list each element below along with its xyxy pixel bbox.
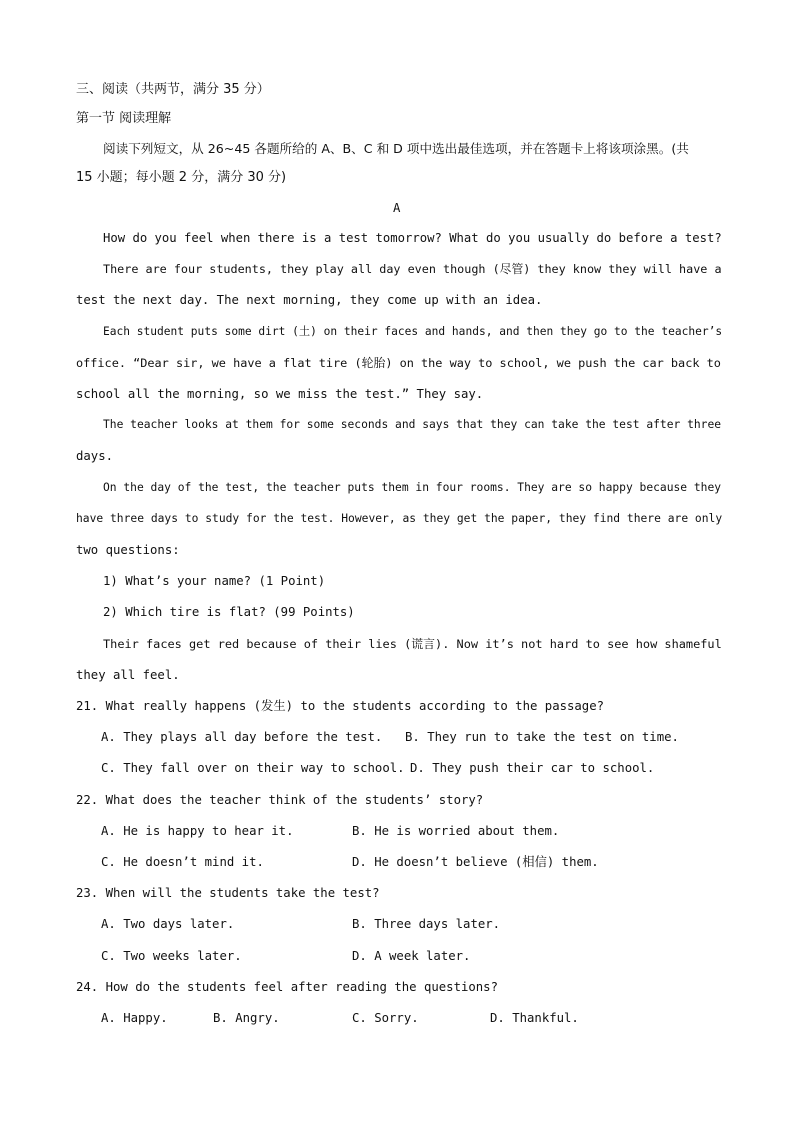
passage-line: office. “Dear sir, we have a flat tire (轮胎) on the way to school, we push the car back to — [76, 356, 721, 370]
passage-line: two questions: — [76, 543, 180, 557]
passage-line: days. — [76, 449, 114, 463]
answer-option: B. He is worried about them. — [352, 824, 560, 838]
answer-option: B. Angry. — [213, 1011, 280, 1025]
passage-line: Their faces get red because of their lies (谎言). Now it’s not hard to see how shameful — [103, 637, 722, 651]
answer-option: A. Happy. — [101, 1011, 168, 1025]
passage-line: On the day of the test, the teacher puts them in four rooms. They are so happy because they — [103, 481, 722, 494]
passage-line: they all feel. — [76, 668, 180, 682]
instructions-line-1: 阅读下列短文，从 26~45 各题所给的 A、B、C 和 D 项中选出最佳选项，并在答题卡上将该项涂黑。(共 — [103, 141, 689, 156]
passage-line: have three days to study for the test. However, as they get the paper, they find there are only — [76, 512, 723, 525]
answer-option: A. He is happy to hear it. — [101, 824, 294, 838]
subsection-title: 第一节 阅读理解 — [76, 111, 172, 126]
question-stem: 22. What does the teacher think of the students’ story? — [76, 793, 484, 807]
question-stem: 24. How do the students feel after reading the questions? — [76, 980, 498, 994]
question-stem: 21. What really happens (发生) to the students according to the passage? — [76, 699, 605, 713]
answer-option: C. Two weeks later. — [101, 949, 242, 963]
answer-option: B. Three days later. — [352, 917, 501, 931]
passage-line: There are four students, they play all day even though (尽管) they know they will have a — [103, 262, 722, 276]
passage-line: 2) Which tire is flat? (99 Points) — [103, 605, 355, 619]
passage-line: test the next day. The next morning, they come up with an idea. — [76, 293, 543, 307]
passage-line: 1) What’s your name? (1 Point) — [103, 574, 326, 588]
answer-option: A. Two days later. — [101, 917, 235, 931]
answer-option: C. He doesn’t mind it. — [101, 855, 264, 869]
answer-option: B. They run to take the test on time. — [405, 730, 679, 744]
passage-line: Each student puts some dirt (土) on their faces and hands, and then they go to the teacher’s — [103, 325, 723, 338]
passage-line: The teacher looks at them for some seconds and says that they can take the test after three — [103, 418, 722, 431]
answer-option: D. They push their car to school. — [410, 761, 655, 775]
passage-label: A — [393, 201, 401, 215]
instructions-line-2: 15 小题；每小题 2 分，满分 30 分) — [76, 170, 287, 185]
answer-option: A. They plays all day before the test. — [101, 730, 383, 744]
answer-option: D. He doesn’t believe (相信) them. — [352, 855, 599, 869]
answer-option: C. Sorry. — [352, 1011, 419, 1025]
answer-option: C. They fall over on their way to school. — [101, 761, 405, 775]
question-stem: 23. When will the students take the test? — [76, 886, 380, 900]
passage-line: How do you feel when there is a test tomorrow? What do you usually do before a test? — [103, 231, 722, 245]
answer-option: D. A week later. — [352, 949, 471, 963]
passage-line: school all the morning, so we miss the test.” They say. — [76, 387, 484, 401]
answer-option: D. Thankful. — [490, 1011, 579, 1025]
section-title: 三、阅读（共两节，满分 35 分） — [76, 82, 270, 97]
